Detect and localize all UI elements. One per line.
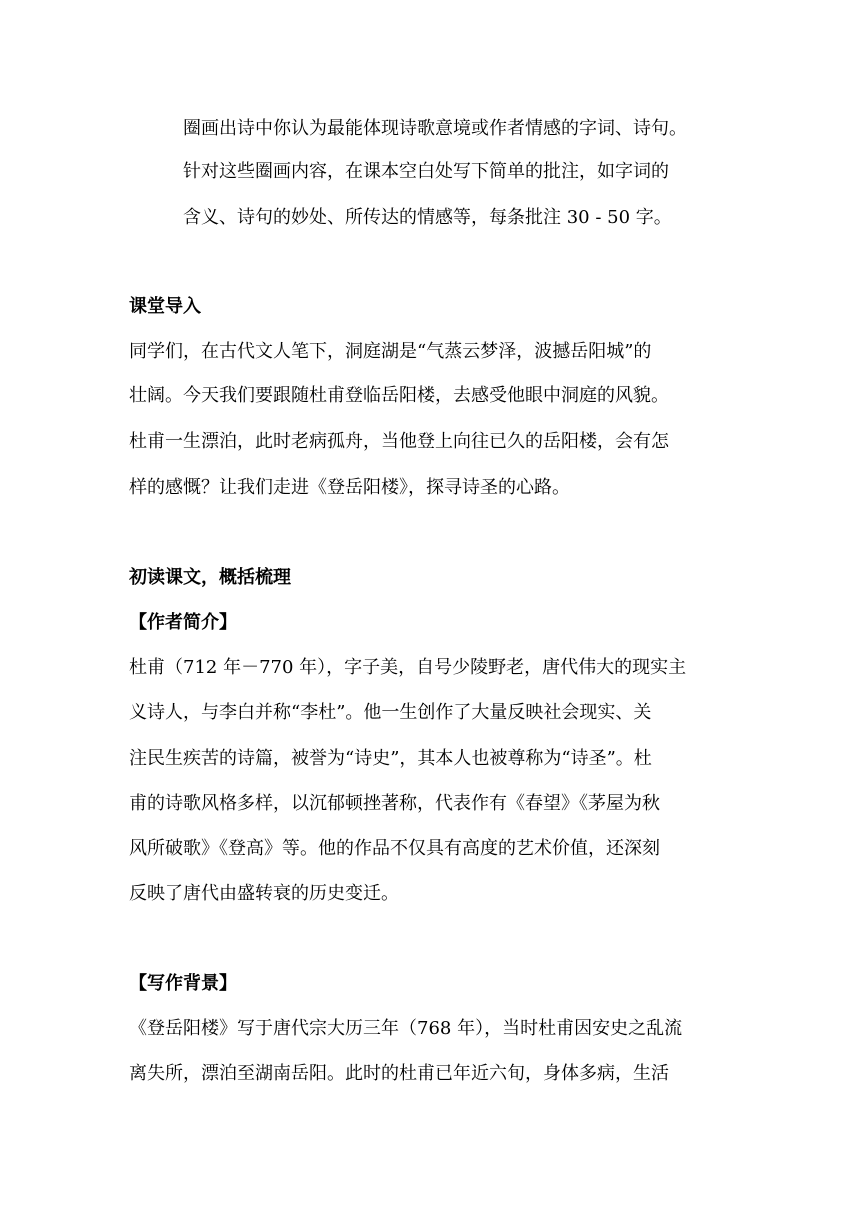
instruction-line-1: 圈画出诗中你认为最能体现诗歌意境或作者情感的字词、诗句。 [183, 118, 687, 139]
author-line-2: 义诗人，与李白并称“李杜”。他一生创作了大量反映社会现实、关 [129, 702, 652, 723]
author-line-1: 杜甫（712 年－770 年），字子美，自号少陵野老，唐代伟大的现实主 [129, 657, 687, 678]
class-intro-line-4: 样的感慨？让我们走进《登岳阳楼》，探寻诗圣的心路。 [129, 477, 570, 498]
author-line-6: 反映了唐代由盛转衰的历史变迁。 [129, 883, 399, 904]
background-heading: 【写作背景】 [129, 973, 237, 994]
instruction-line-2: 针对这些圈画内容，在课本空白处写下简单的批注，如字词的 [183, 161, 669, 182]
author-heading: 【作者简介】 [129, 612, 237, 633]
class-intro-line-3: 杜甫一生漂泊，此时老病孤舟，当他登上向往已久的岳阳楼，会有怎 [129, 431, 669, 452]
background-line-2: 离失所，漂泊至湖南岳阳。此时的杜甫已年近六旬，身体多病，生活 [129, 1063, 669, 1084]
author-line-5: 风所破歌》《登高》等。他的作品不仅具有高度的艺术价值，还深刻 [129, 838, 660, 859]
author-line-4: 甫的诗歌风格多样，以沉郁顿挫著称，代表作有《春望》《茅屋为秋 [129, 793, 660, 814]
background-line-1: 《登岳阳楼》写于唐代宗大历三年（768 年），当时杜甫因安史之乱流 [129, 1018, 683, 1039]
author-line-3: 注民生疾苦的诗篇，被誉为“诗史”，其本人也被尊称为“诗圣”。杜 [129, 748, 652, 769]
instruction-line-3: 含义、诗句的妙处、所传达的情感等，每条批注 30 - 50 字。 [183, 207, 672, 228]
class-intro-line-2: 壮阔。今天我们要跟随杜甫登临岳阳楼，去感受他眼中洞庭的风貌。 [129, 385, 669, 406]
section-heading-class-intro: 课堂导入 [129, 296, 201, 317]
class-intro-line-1: 同学们，在古代文人笔下，洞庭湖是“气蒸云梦泽，波撼岳阳城”的 [129, 341, 652, 362]
section-heading-first-reading: 初读课文，概括梳理 [129, 567, 291, 588]
